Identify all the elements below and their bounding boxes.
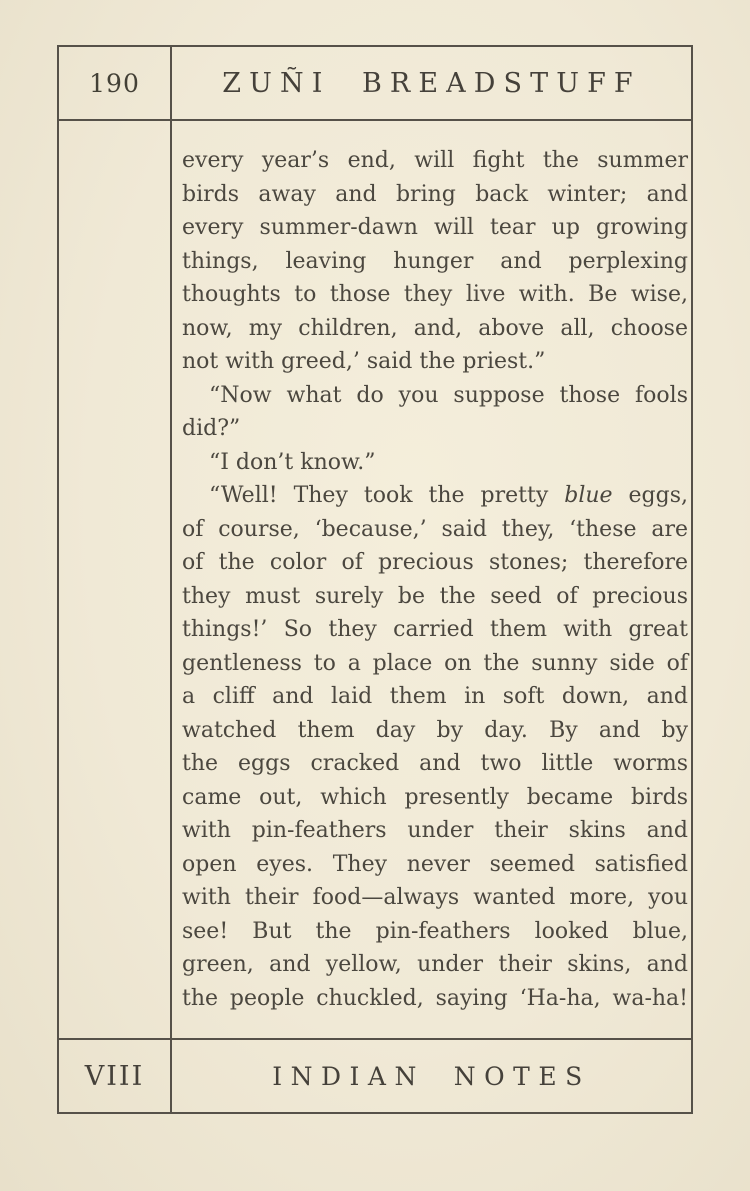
text-segment: green, and yellow, under their skins, and <box>182 952 688 977</box>
text-segment: the eggs cracked and two little worms <box>182 751 688 776</box>
text-segment: of course, ‘because,’ said they, ‘these are <box>182 516 688 542</box>
text-segment: not with greed,’ said the priest.” <box>182 349 546 374</box>
text-segment: now, my children, and, above all, choose <box>182 315 688 341</box>
text-line <box>182 412 688 446</box>
text-line <box>182 345 688 379</box>
text-segment: birds away and bring back winter; and <box>182 181 688 207</box>
text-line <box>182 848 688 882</box>
margin-column <box>59 121 172 1038</box>
text-line <box>182 278 688 312</box>
volume-number: VIII <box>84 1060 145 1092</box>
text-segment: with their food—always wanted more, you <box>182 885 688 910</box>
text-segment: “Well! They took the pretty <box>209 483 565 508</box>
text-segment: eggs, <box>612 483 688 508</box>
italic-word: blue <box>564 483 613 508</box>
body-text-column <box>172 121 691 1038</box>
text-line <box>182 982 688 1016</box>
text-line <box>182 948 688 982</box>
text-segment: thoughts to those they live with. Be wise, <box>182 282 688 307</box>
text-line <box>182 714 688 748</box>
text-line <box>182 178 688 212</box>
text-line <box>182 613 688 647</box>
text-segment: did?” <box>182 416 241 441</box>
text-line <box>182 747 688 781</box>
text-segment: of the color of precious stones; therefore <box>182 550 688 575</box>
imprint-title: INDIAN NOTES <box>272 1061 591 1091</box>
text-segment: every year’s end, will fight the summer <box>182 148 688 173</box>
text-line <box>182 814 688 848</box>
running-title: ZUÑI BREADSTUFF <box>222 67 641 99</box>
text-segment: watched them day by day. By and by <box>182 717 688 743</box>
text-line <box>182 446 688 480</box>
text-line <box>182 881 688 915</box>
text-segment: with pin-feathers under their skins and <box>182 818 688 843</box>
text-segment: “I don’t know.” <box>209 449 376 475</box>
text-segment: “Now what do you suppose those fools <box>209 382 688 408</box>
text-segment: things!’ So they carried them with great <box>182 617 688 642</box>
page-frame <box>57 45 693 1114</box>
text-line <box>182 580 688 614</box>
text-line <box>182 546 688 580</box>
text-line <box>182 915 688 949</box>
running-title-cell <box>172 47 691 121</box>
text-line <box>182 479 688 513</box>
page-number: 190 <box>89 68 140 98</box>
text-line <box>182 647 688 681</box>
text-line <box>182 513 688 547</box>
page-number-cell <box>59 47 172 121</box>
volume-cell <box>59 1038 172 1112</box>
text-segment: came out, which presently became birds <box>182 784 688 810</box>
text-segment: gentleness to a place on the sunny side of <box>182 650 688 676</box>
text-line <box>182 781 688 815</box>
text-segment: see! But the pin-feathers looked blue, <box>182 918 688 944</box>
text-line <box>182 211 688 245</box>
text-segment: they must surely be the seed of precious <box>182 583 688 609</box>
text-segment: open eyes. They never seemed satisfied <box>182 851 688 877</box>
text-line <box>182 680 688 714</box>
text-segment: the people chuckled, saying ‘Ha-ha, wa-ha! <box>182 985 688 1011</box>
imprint-cell <box>172 1038 691 1112</box>
text-segment: things, leaving hunger and perplexing <box>182 248 688 274</box>
text-line <box>182 144 688 178</box>
text-line <box>182 379 688 413</box>
text-line <box>182 245 688 279</box>
text-segment: a cliff and laid them in soft down, and <box>182 684 688 709</box>
text-segment: every summer-dawn will tear up growing <box>182 215 688 240</box>
text-line <box>182 312 688 346</box>
